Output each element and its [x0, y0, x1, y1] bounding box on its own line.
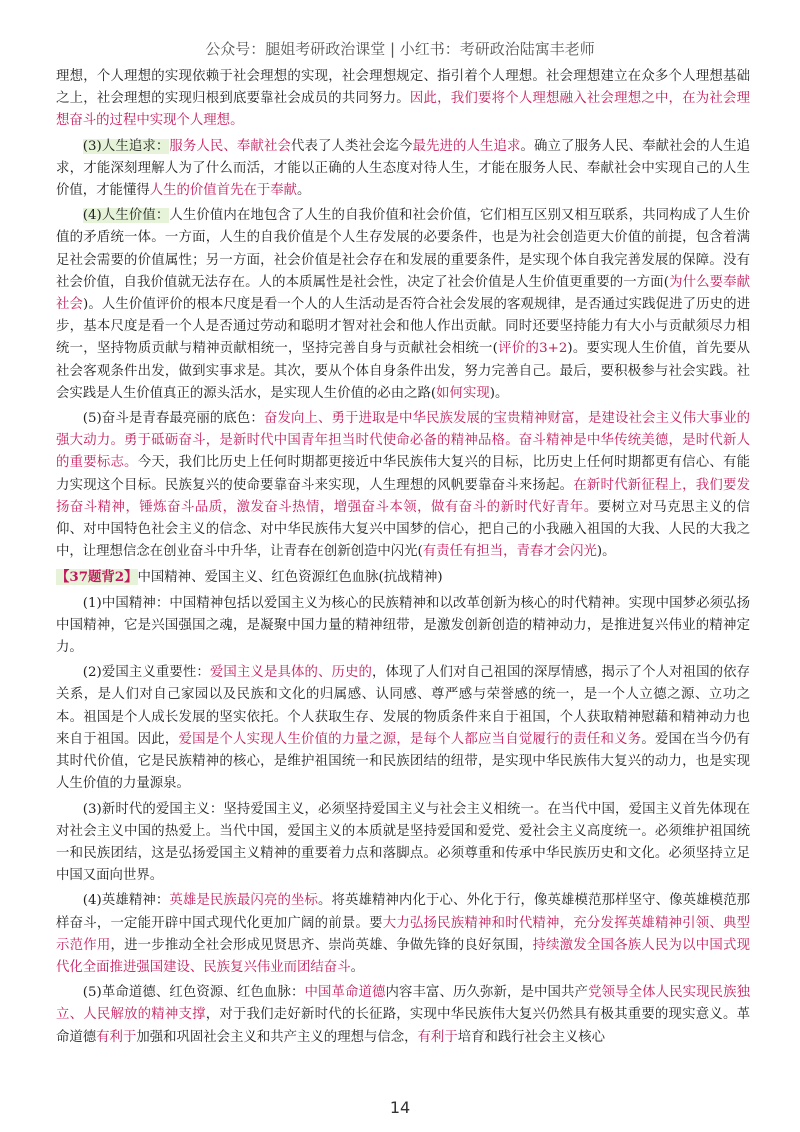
body-text: 。爱国在当今仍有其时代价值，它是民族精神的核心，是维护祖国统一和民族团结的纽带，是实现中华民族伟大复兴的动力，也是实现人生价值的力量源泉。 — [56, 731, 751, 792]
body-text: (2)爱国主义重要性： — [82, 665, 210, 681]
paragraph — [56, 890, 750, 979]
page-header: 公众号：腿姐考研政治课堂 | 小红书：考研政治陆寓丰老师 — [205, 40, 595, 58]
highlighted-text: 评价的3+2 — [497, 341, 568, 357]
body-text: ，体现了人们对自己祖国的深厚情感，揭示了个人对祖国的依存关系，是人们对自己家园以及民族和文化的归属感、认同感、尊严感与荣誉感的统一，是一个人立德之源、立功之本。祖国是个人成长发展的坚实依托。个人获取生存、发展的物质条件来自于祖国，个人获取精神慰藉和精神动力也来自于祖国。因此， — [56, 665, 751, 747]
paragraph — [56, 566, 750, 589]
section-label: (3)人生追求： — [82, 138, 170, 154]
body-text: 中国精神、爱国主义、红色资源红色血脉(抗战精神) — [137, 570, 443, 586]
body-text: )。要实现人生价值，首先要从社会客观条件出发，做到实事求是。其次，要从个体自身条件出发，努力完善自己。最后，要积极参与社会实践。社会实践是人生价值真正的源头活水，是实现人生价值的必由之路( — [56, 341, 750, 401]
section-label: (4)人生价值： — [82, 208, 170, 224]
paragraph — [56, 593, 750, 660]
body-text: 。确立了服务人民、奉献社会的人生追求，才能深刻理解人为了什么而活，才能以正确的人生态度对待人生，才能在服务人民、奉献社会中实现自己的人生价值，才能懂得 — [56, 138, 751, 199]
highlighted-text: 英雄是民族最闪亮的坐标 — [169, 893, 318, 909]
body-text: 加强和巩固社会主义和共产主义的理想与信念， — [136, 1029, 418, 1045]
highlighted-text: 服务人民、奉献社会 — [169, 138, 291, 154]
highlighted-text: 人生的价值首先在于奉献 — [149, 183, 298, 199]
body-text: )。 — [596, 544, 616, 560]
body-text: 理想，个人理想的实现依赖于社会理想的实现，社会理想规定、指引着个人理想。社会理想建立在众多个人理想基础之上，社会理想的实现归根到底要靠社会成员的共同努力。 — [56, 69, 750, 107]
highlighted-text: 在新时代新征程上，我们要发扬奋斗精神，锤炼奋斗品质，激发奋斗热情，增强奋斗本领，做有奋斗的新时代好青年。 — [56, 477, 751, 515]
body-text: ，对于我们走好新时代的长征路，实现中华民族伟大复兴仍然具有极其重要的现实意义。革命道德 — [56, 1007, 750, 1045]
highlighted-text: 最先进的人生追求 — [412, 138, 521, 154]
highlighted-text: 大力弘扬民族精神和时代精神，充分发挥英雄精神引领、典型示范作用 — [56, 915, 751, 953]
body-text: 人生价值内在地包含了人生的自我价值和社会价值，它们相互区别又相互联系，共同构成了人生价值的矛盾统一体。一方面，人生的自我价值是个人生存发展的必要条件，也是为社会创造更大价值的前提，包含着满足社会需要的价值属性；另一方面，社会价值是社会存在和发展的重要条件，是实现个体自我完善发展的保障。没有社会价值，自我价值就无法存在。人的本质属性是社会性，决定了社会价值是人生价值更重要的一方面( — [56, 208, 750, 290]
body-text: )。 — [489, 385, 509, 401]
highlighted-text: 爱国主义是具体的、历史的 — [209, 665, 372, 681]
paragraph — [56, 662, 750, 795]
paragraph — [56, 982, 750, 1049]
body-text: 内容丰富、历久弥新，是中国共产 — [385, 985, 589, 1001]
body-text: (3)新时代的爱国主义：坚持爱国主义，必须坚持爱国主义与社会主义相统一。在当代中国，爱国主义首先体现在对社会主义中国的热爱上。当代中国，爱国主义的本质就是坚持爱国和爱党、爱社会主义高度统一。必须维护祖国统一和民族团结，这是弘扬爱国主义精神的重要着力点和落脚点。必须尊重和传承中华民族历史和文化。必须坚持立足中国又面向世界。 — [56, 801, 750, 884]
body-text: 要树立对马克思主义的信仰、对中国特色社会主义的信念、对中华民族伟大复兴中国梦的信心，把自己的小我融入祖国的大我、人民的大我之中，让理想信念在创业奋斗中升华，让青春在创新创造中闪光( — [56, 499, 751, 560]
highlighted-text: 党领导全体人民实现民族独立、人民解放的精神支撑 — [56, 985, 751, 1023]
paragraph — [56, 205, 750, 405]
paragraph — [56, 799, 750, 888]
paragraph — [56, 408, 750, 563]
body-text: (1)中国精神：中国精神包括以爱国主义为核心的民族精神和以改革创新为核心的时代精神。实现中国梦必须弘扬中国精神，它是兴国强国之魂，是凝聚中国力量的精神纽带，是激发创新创造的精神动力，是推进复兴伟业的精神定力。 — [56, 595, 750, 656]
highlighted-text: 因此，我们要将个人理想融入社会理想之中，在为社会理想奋斗的过程中实现个人理想。 — [56, 91, 751, 129]
body-text: 代表了人类社会迄今 — [290, 138, 413, 154]
highlighted-text: 有利于 — [417, 1029, 458, 1045]
highlighted-text: 爱国是个人实现人生价值的力量之源，是每个人都应当自觉履行的责任和义务 — [178, 731, 642, 747]
highlighted-text: 奋发向上、勇于进取是中华民族发展的宝贵精神财富，是建设社会主义伟大事业的强大动力。勇于砥砺奋斗，是新时代中国青年担当时代使命必备的精神品格。奋斗精神是中华传统美德，是时代新人的重要标志。 — [56, 411, 750, 471]
page-number: 14 — [389, 1098, 411, 1117]
body-text: (5)奋斗是青春最亮丽的底色： — [82, 411, 264, 427]
body-text: (4)英雄精神： — [82, 893, 170, 909]
body-text: ，进一步推动全社会形成见贤思齐、崇尚英雄、争做先锋的良好氛围， — [110, 937, 533, 953]
body-text: 今天，我们比历史上任何时期都更接近中华民族伟大复兴的目标，比历史上任何时期都更有信心、有能力实现这个目标。民族复兴的使命要靠奋斗来实现，人生理想的风帆要靠奋斗来扬起。 — [56, 455, 751, 493]
paragraph — [56, 66, 750, 133]
body-text: 。 — [350, 959, 364, 975]
question-tag: 【37题背2】 — [56, 569, 138, 586]
highlighted-text: 有利于 — [96, 1029, 137, 1045]
highlighted-text: 为什么要奉献社会 — [56, 274, 750, 313]
body-text: 培育和践行社会主义核心 — [457, 1029, 606, 1045]
document-body — [56, 66, 750, 1052]
highlighted-text: 中国革命道德 — [304, 985, 386, 1001]
highlighted-text: 有责任有担当，青春才会闪光 — [422, 544, 597, 560]
highlighted-text: 如何实现 — [436, 385, 490, 401]
paragraph — [56, 136, 750, 203]
body-text: 。 — [297, 183, 311, 199]
highlighted-text: 持续激发全国各族人民为以中国式现代化全面推进强国建设、民族复兴伟业而团结奋斗 — [56, 937, 751, 975]
body-text: (5)革命道德、红色资源、红色血脉： — [82, 985, 305, 1001]
body-text: 。将英雄精神内化于心、外化于行，像英雄模范那样坚守、像英雄模范那样奋斗，一定能开辟中国式现代化更加广阔的前景。要 — [56, 893, 751, 931]
body-text: )。人生价值评价的根本尺度是看一个人的人生活动是否符合社会发展的客观规律，是否通过实践促进了历史的进步，基本尺度是看一个人是否通过劳动和聪明才智对社会和他人作出贡献。同时还要坚持能力有大小与贡献须尽力相统一，坚持物质贡献与精神贡献相统一，坚持完善自身与贡献社会相统一( — [56, 297, 750, 357]
